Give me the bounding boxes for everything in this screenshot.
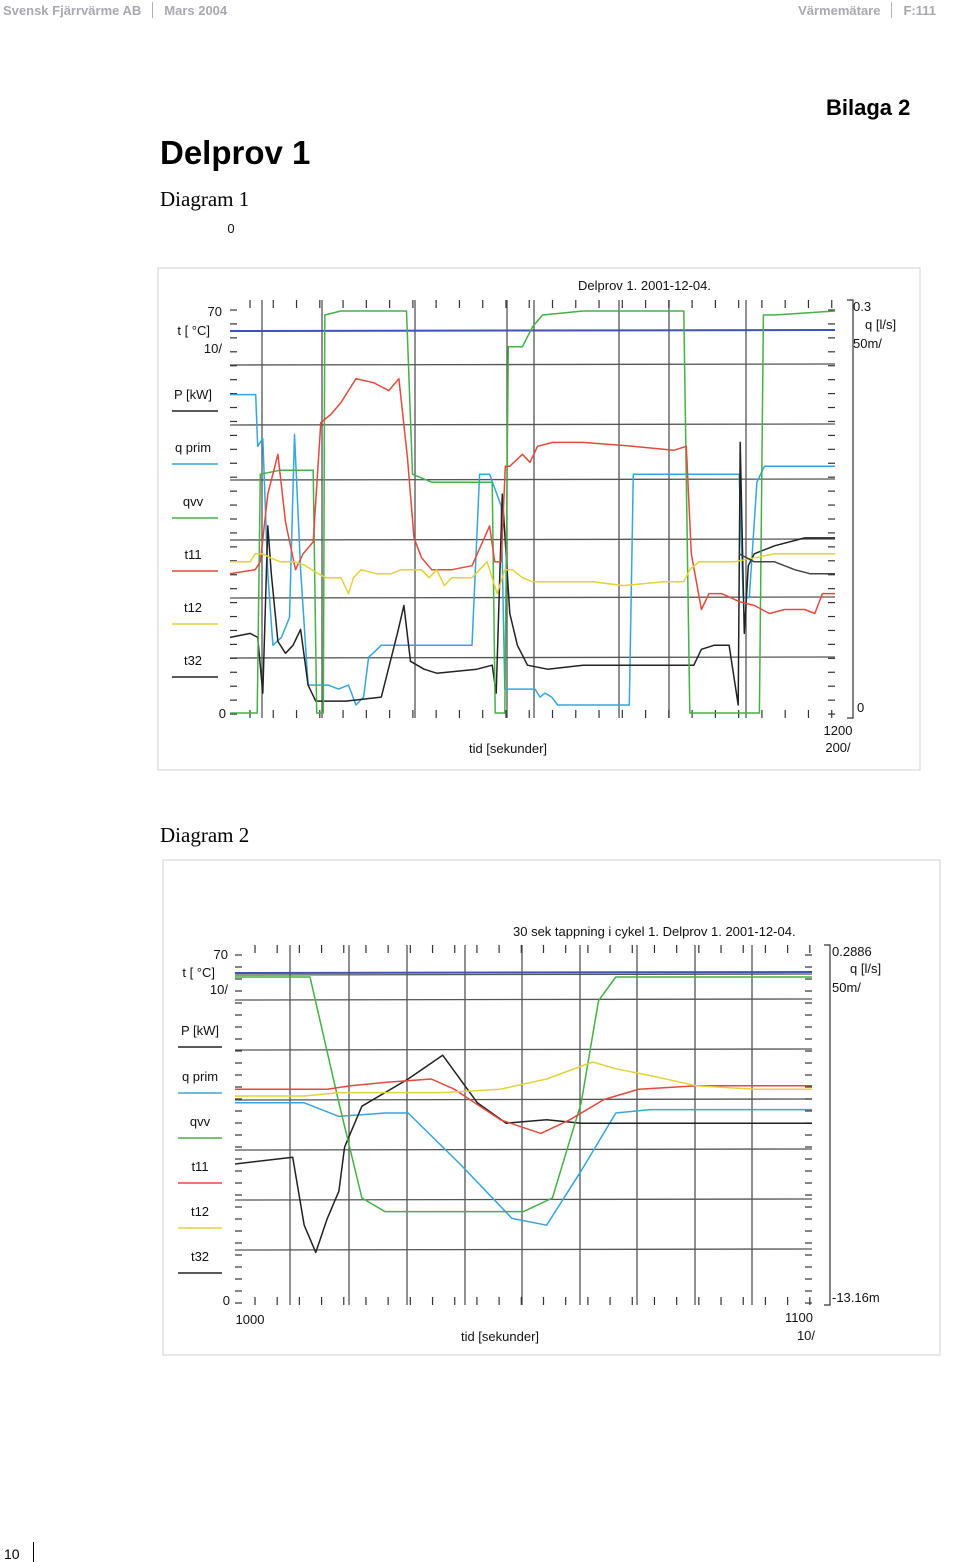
diagram-2-right-axis-label: -13.16m [832,1290,880,1305]
diagram-2-legend-label: t32 [190,1249,210,1264]
diagram-2-x-tick-label: 1100 [785,1310,813,1325]
diagram-1-x-tick-label: 1200 [823,723,853,738]
diagram-2-caption: Diagram 2 [160,823,250,847]
diagram-1-title: Delprov 1. 2001-12-04. [578,278,711,293]
diagram-2-x-tick-label: 1000 [235,1312,265,1327]
diagram-2-right-axis-label: 50m/ [832,980,861,995]
diagram-1-x-tick-label: 0 [227,221,235,236]
diagram-1-legend-label: t12 [183,600,203,615]
diagram-2-left-axis-label: t [ °C] [182,965,215,980]
diagram-1-right-axis-label: 0 [857,700,865,715]
page-number-divider [33,1542,34,1562]
appendix-label: Bilaga 2 [826,95,911,120]
page-title: Delprov 1 [160,134,311,171]
diagram-1-legend-label: t11 [184,547,202,562]
diagram-1-left-axis-label: 10/ [203,341,222,356]
diagram-2-left-axis-label: 10/ [209,982,228,997]
company-name: Svensk Fjärrvärme AB [3,3,142,18]
diagram-2-x-axis-label: tid [sekunder] [460,1329,540,1344]
diagram-1-series-t_line [230,330,835,331]
diagram-1-caption: Diagram 1 [160,187,250,211]
diagram-1-left-axis-label: 70 [207,304,222,319]
diagram-2-legend-label: t12 [190,1204,210,1219]
document-topic: Värmemätare [798,3,881,18]
document-date: Mars 2004 [164,3,228,18]
diagram-1-left-axis-label: 0 [218,706,226,721]
diagram-2-title: 30 sek tappning i cykel 1. Delprov 1. 2001-12-04. [513,924,796,939]
diagram-2-right-axis-label: q [l/s] [850,961,882,976]
diagram-2-legend-label: q prim [181,1069,219,1084]
diagram-2-legend-label: qvv [189,1114,211,1129]
diagram-2-left-axis-label: 0 [222,1293,230,1308]
diagram-2-series-t_line [235,972,812,973]
diagram-1-right-axis-label: 50m/ [853,336,882,351]
diagram-1-legend-label: qvv [182,494,204,509]
page-number: 10 [4,1546,20,1562]
diagram-1-left-axis-label: t [ °C] [177,323,210,338]
diagram-2-legend-label: t11 [191,1159,209,1174]
diagram-2-right-axis-label: 0.2886 [832,944,872,959]
diagram-2-x-tick-label: 10/ [796,1328,816,1343]
report-number: F:111 [903,3,936,18]
diagram-2-left-axis-label: 70 [213,947,228,962]
diagram-2-legend-label: P [kW] [180,1023,220,1038]
diagram-1-legend-label: q prim [174,440,212,455]
diagram-1-x-tick-label: 200/ [825,740,851,755]
diagram-1-right-axis-label: q [l/s] [865,317,897,332]
diagram-1-x-axis-label: tid [sekunder] [468,741,548,756]
diagram-1-legend-label: t32 [183,653,203,668]
diagram-1-right-axis-label: 0.3 [853,299,872,314]
diagram-1-legend-label: P [kW] [173,387,213,402]
